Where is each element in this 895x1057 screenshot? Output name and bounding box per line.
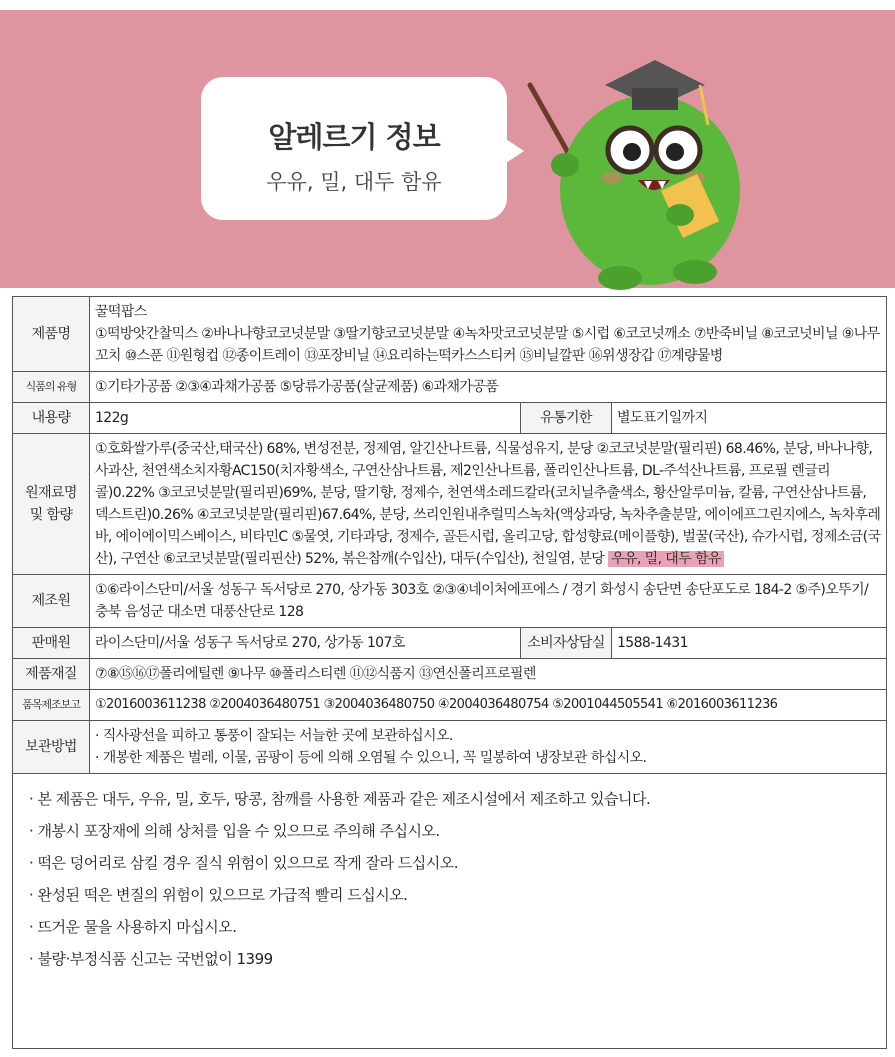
label-food-type: 식품의 유형 — [13, 372, 90, 403]
label-report-no: 품목제조보고 — [13, 690, 90, 721]
mascot-illustration — [520, 40, 760, 290]
caution-notes — [12, 773, 887, 1049]
storage-line-2: · 개봉한 제품은 벌레, 이물, 곰팡이 등에 의해 오염될 수 있으니, 꼭 밀봉하여 냉장보관 하십시오. — [95, 750, 647, 766]
label-expiry: 유통기한 — [521, 403, 612, 434]
value-food-type: ①기타가공품 ②③④과채가공품 ⑤당류가공품(살균제품) ⑥과채가공품 — [90, 372, 887, 403]
banner-allergens: 우유, 밀, 대두 함유 — [266, 170, 442, 194]
label-product-name: 제품명 — [13, 297, 90, 372]
value-product-name — [90, 297, 887, 372]
caution-item: · 개봉시 포장재에 의해 상처를 입을 수 있으므로 주의해 주십시오. — [29, 815, 886, 847]
label-consult: 소비자상담실 — [521, 628, 612, 659]
value-ingredients — [90, 434, 887, 575]
row-product-name — [13, 297, 887, 372]
value-consult: 1588-1431 — [612, 628, 887, 659]
label-ingredients: 원재료명 및 함량 — [13, 434, 90, 575]
row-food-type — [13, 372, 887, 403]
allergen-highlight: 우유, 밀, 대두 함유 — [608, 551, 724, 567]
row-material — [13, 659, 887, 690]
value-expiry: 별도표기일까지 — [612, 403, 887, 434]
product-components: ①떡방앗간찰믹스 ②바나나향코코넛분말 ③딸기향코코넛분말 ④녹차맛코코넛분말 ⑤시럽 ⑥코코넛깨소 ⑦반죽비닐 ⑧코코넛비닐 ⑨나무꼬치 ⑩스푼 ⑪원형컵 ⑫종이트레이 ⑬포장비닐 ⑭요리하는떡카스스티커 ⑮비닐깔판 ⑯위생장갑 ⑰계량물병 — [95, 326, 880, 364]
label-manufacturer: 제조원 — [13, 575, 90, 628]
banner-title: 알레르기 정보 — [268, 120, 440, 154]
value-storage — [90, 721, 887, 774]
speech-bubble — [201, 77, 507, 220]
ingredients-text: ①호화쌀가루(중국산,태국산) 68%, 변성전분, 정제염, 알긴산나트륨, 식물성유지, 분당 ②코코넛분말(필리핀) 68.46%, 분당, 바나나향, 사과산, 천연색소치자황AC150(치자황색소, 구연산삼나트륨, 제2인산나트륨, 폴리인산나트륨, DL-주석산나트륨, 프로필 렌글리콜)0.22% ③코코넛분말(필리핀)69%, 분당, 딸기향, 정제수, 천연색소레드칼라(코치닐추출색소, 황산알루미늄, 칼륨, 구연산삼나트륨, 덱스트린)0.26% ④코코넛분말(필리핀)67.64%, 분당, 쓰리인원내추럴믹스녹차(액상과당, 녹차추출분말, 에이에프그린지에스, 녹차후레바, 에이에이믹스베이스, 비타민C ⑤물엿, 기타과당, 정제수, 골든시럽, 올리고당, 합성향료(메이플향), 벌꿀(국산), 슈가시럽, 정제소금(국산), 구연산 ⑥코코넛분말(필리핀산) 52%, 볶은참깨(수입산), 대두(수입산), 천일염, 분당 — [95, 441, 881, 567]
caution-item: · 뜨거운 물을 사용하지 마십시오. — [29, 911, 886, 943]
row-report-no — [13, 690, 887, 721]
row-content — [13, 403, 887, 434]
row-storage — [13, 721, 887, 774]
storage-line-1: · 직사광선을 피하고 통풍이 잘되는 서늘한 곳에 보관하십시오. — [95, 728, 453, 744]
label-seller: 판매원 — [13, 628, 90, 659]
product-info-table — [12, 296, 887, 774]
row-seller — [13, 628, 887, 659]
row-manufacturer — [13, 575, 887, 628]
row-ingredients — [13, 434, 887, 575]
value-material: ⑦⑧⑮⑯⑰폴리에틸렌 ⑨나무 ⑩폴리스티렌 ⑪⑫식품지 ⑬연신폴리프로필렌 — [90, 659, 887, 690]
caution-item: · 본 제품은 대두, 우유, 밀, 호두, 땅콩, 참깨를 사용한 제품과 같은 제조시설에서 제조하고 있습니다. — [29, 783, 886, 815]
value-seller: 라이스단미/서울 성동구 독서당로 270, 상가동 107호 — [90, 628, 521, 659]
label-storage: 보관방법 — [13, 721, 90, 774]
label-content: 내용량 — [13, 403, 90, 434]
caution-item: · 떡은 덩어리로 삼킬 경우 질식 위험이 있으므로 작게 잘라 드십시오. — [29, 847, 886, 879]
allergy-banner — [0, 10, 895, 288]
label-material: 제품재질 — [13, 659, 90, 690]
product-name: 꿀떡팝스 — [95, 304, 147, 320]
caution-list — [13, 773, 886, 975]
value-manufacturer: ①⑥라이스단미/서울 성동구 독서당로 270, 상가동 303호 ②③④네이처에프에스 / 경기 화성시 송단면 송단포도로 184-2 ⑤주)오뚜기/충북 음성군 대소면 대풍산단로 128 — [90, 575, 887, 628]
value-content: 122g — [90, 403, 521, 434]
value-report-no: ①2016003611238 ②2004036480751 ③2004036480750 ④2004036480754 ⑤2001044505541 ⑥2016003611236 — [90, 690, 887, 721]
caution-item: · 완성된 떡은 변질의 위험이 있으므로 가급적 빨리 드십시오. — [29, 879, 886, 911]
caution-item: · 불량·부정식품 신고는 국번없이 1399 — [29, 943, 886, 975]
